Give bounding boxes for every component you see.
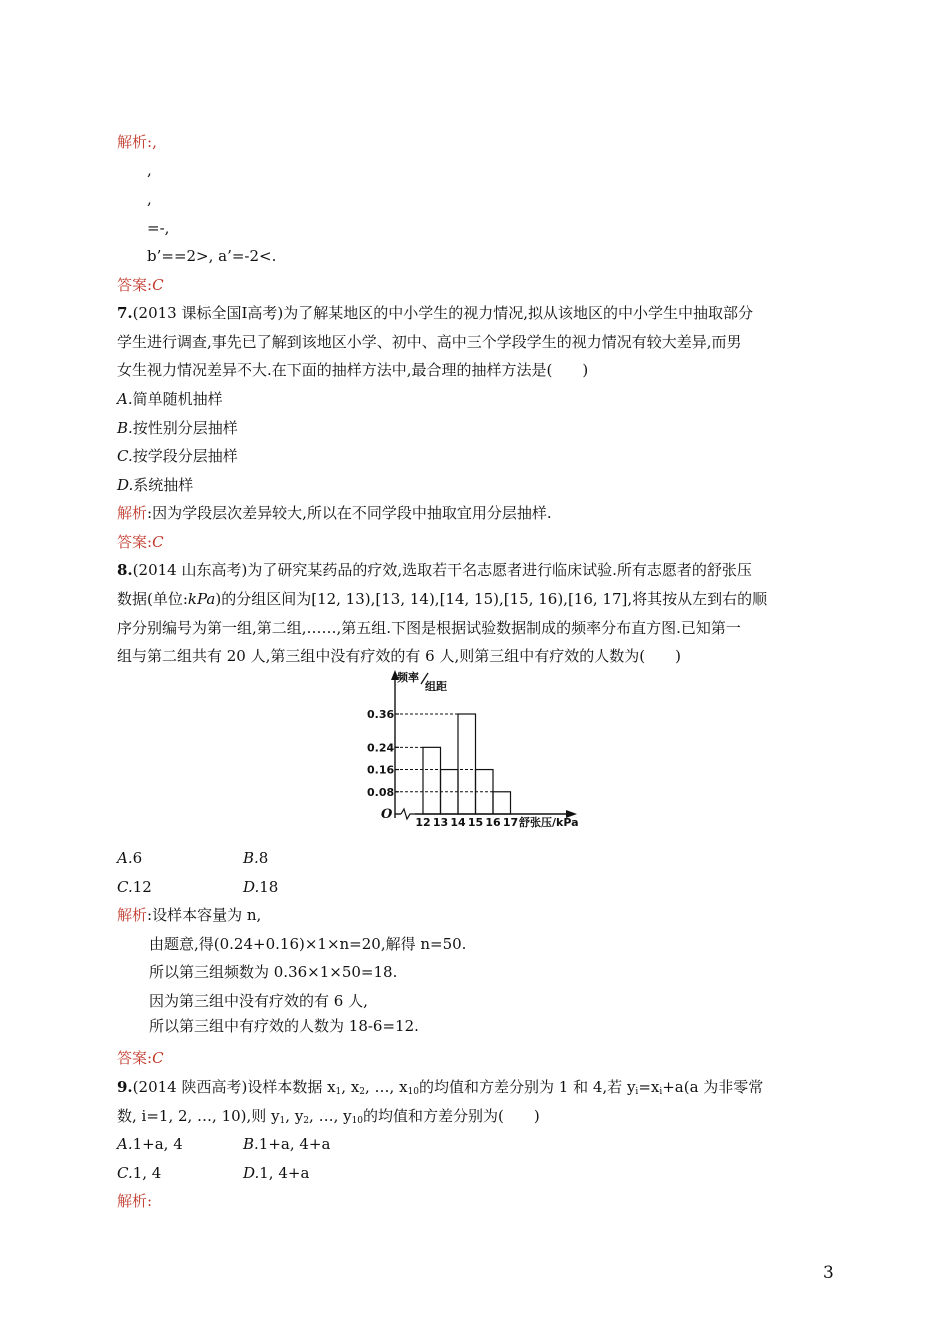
answer-label: 答案 [117, 533, 148, 551]
option-d: D.18 [243, 878, 279, 896]
page-number: 3 [823, 1263, 834, 1283]
question-number: 9. [117, 1078, 133, 1096]
frequency-histogram [365, 668, 590, 833]
jiexi-line: 解析:, [117, 133, 157, 151]
question-8-line-1: 8.(2014 山东高考)为了研究某药品的疗效,选取若干名志愿者进行临床试验.所有志愿者的舒张压 [117, 561, 752, 579]
solution-line: , [147, 190, 152, 208]
solution-line: 因为第三组中没有疗效的有 6 人, [149, 992, 368, 1010]
jiexi-label: 解析 [117, 133, 148, 151]
x-tick-label: 13 [432, 816, 449, 829]
option-d: D.1, 4+a [243, 1164, 310, 1182]
y-label-numerator: 频率 [397, 671, 419, 684]
histogram-bar [493, 792, 511, 814]
question-9-line-2: 数, i=1, 2, …, 10),则 $y_1$, $y_2$, …, $y_{10}$的均值和方差分别为( ) [117, 1107, 540, 1126]
y-tick-label: 0.16 [367, 763, 395, 777]
x-label: 舒张压/kPa [519, 816, 579, 829]
option-d: D.系统抽样 [117, 476, 194, 494]
option-a: A.1+a, 4 [117, 1135, 183, 1153]
option-a: A.6 [117, 849, 143, 867]
x-tick-label: 12 [415, 816, 431, 829]
solution-line: 所以第三组中有疗效的人数为 18-6=12. [149, 1017, 419, 1035]
solution-line: =-, [147, 219, 170, 237]
histogram-bar [458, 714, 476, 814]
option-b: B.8 [243, 849, 269, 867]
question-8-line-2: 数据(单位:kPa)的分组区间为[12, 13),[13, 14),[14, 15),[15, 16),[16, 17],将其按从左到右的顺 [117, 590, 768, 608]
answer-label: 答案 [117, 276, 148, 294]
question-number: 7. [117, 304, 133, 322]
option-c: C.12 [117, 878, 152, 896]
answer-value: C [152, 1049, 164, 1067]
x-tick-label: 16 [485, 816, 501, 829]
option-b: B.按性别分层抽样 [117, 419, 238, 437]
answer-value: C [152, 533, 164, 551]
option-b: B.1+a, 4+a [243, 1135, 331, 1153]
jiexi-label: 解析 [117, 1192, 148, 1210]
x-tick-label: 17 [502, 816, 519, 829]
answer-line: 答案:C [117, 533, 164, 551]
jiexi-label: 解析 [117, 906, 148, 924]
question-8-line-3: 序分别编号为第一组,第二组,……,第五组.下图是根据试验数据制成的频率分布直方图.已知第一 [117, 619, 741, 637]
question-7-line-3: 女生视力情况差异不大.在下面的抽样方法中,最合理的抽样方法是( ) [117, 361, 589, 379]
y-tick-label: 0.36 [367, 708, 395, 721]
y-tick-label: 0.24 [367, 741, 395, 755]
question-7-line-1: 7.(2013 课标全国Ⅰ高考)为了解某地区的中小学生的视力情况,拟从该地区的中小学生中抽取部分 [117, 304, 754, 322]
solution-line: 所以第三组频数为 0.36×1×50=18. [149, 963, 398, 981]
option-c: C.按学段分层抽样 [117, 447, 238, 465]
x-tick-label: 15 [467, 816, 484, 829]
answer-line: 答案:C [117, 276, 164, 294]
jiexi-label: 解析 [117, 504, 148, 522]
answer-label: 答案 [117, 1049, 148, 1067]
y-tick-label: 0.08 [367, 785, 395, 799]
jiexi-line: 解析:设样本容量为 n, [117, 906, 262, 924]
answer-value: C [152, 276, 164, 294]
jiexi-line: 解析: [117, 1192, 153, 1210]
answer-line: 答案:C [117, 1049, 164, 1067]
question-9-line-1: 9.(2014 陕西高考)设样本数据 $x_1$, $x_2$, …, $x_{10}$的均值和方差分别为 1 和 4,若 $y_i=x_i+a(a$ 为非零常 [117, 1078, 764, 1097]
jiexi-line: 解析:因为学段层次差异较大,所以在不同学段中抽取宜用分层抽样. [117, 504, 552, 522]
option-a: A.简单随机抽样 [117, 390, 223, 408]
question-7-line-2: 学生进行调查,事先已了解到该地区小学、初中、高中三个学段学生的视力情况有较大差异,而男 [117, 333, 742, 351]
solution-line: b’==2>, a’=-2<. [147, 247, 277, 265]
question-8-line-4: 组与第二组共有 20 人,第三组中没有疗效的有 6 人,则第三组中有疗效的人数为( ) [117, 647, 681, 665]
axis-break [401, 809, 415, 819]
option-c: C.1, 4 [117, 1164, 162, 1182]
origin-label: O [381, 807, 393, 822]
histogram-bar [423, 747, 441, 814]
x-tick-label: 14 [450, 816, 466, 829]
solution-line: 由题意,得(0.24+0.16)×1×n=20,解得 n=50. [149, 935, 467, 953]
question-number: 8. [117, 561, 133, 579]
solution-line: , [147, 161, 152, 179]
y-label-denominator: 组距 [425, 680, 447, 693]
